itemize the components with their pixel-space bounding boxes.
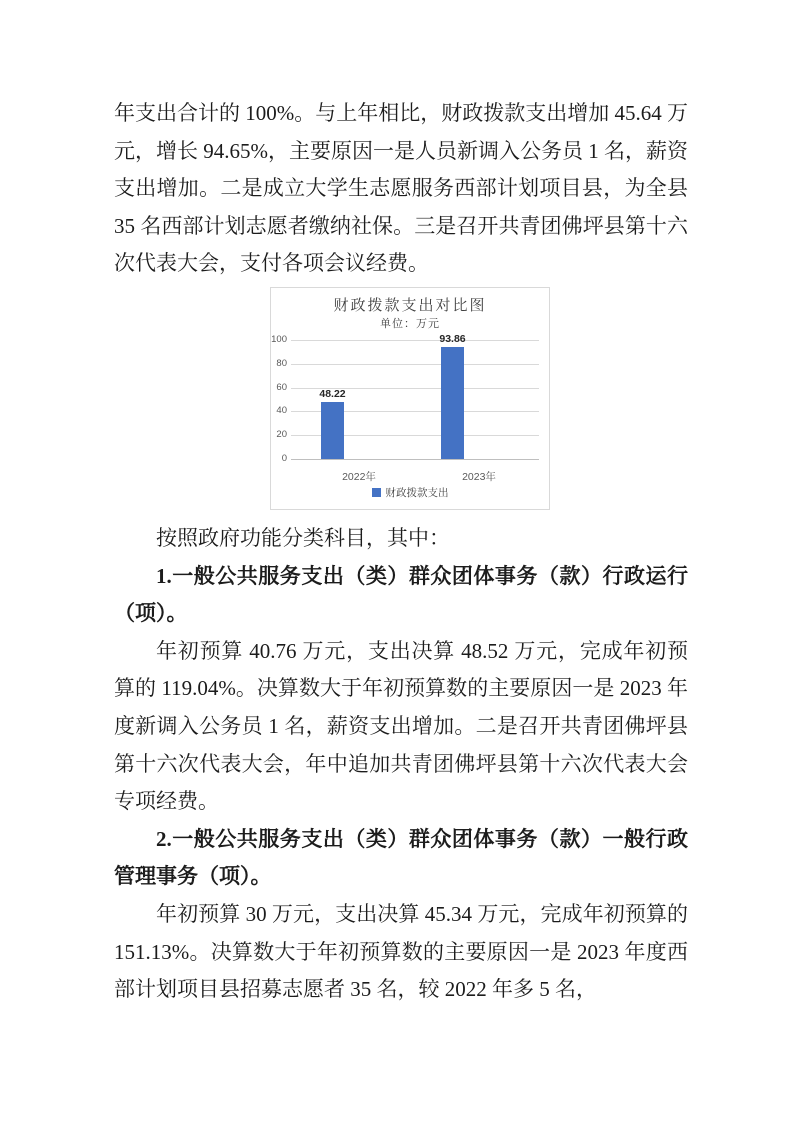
y-axis-tick-label: 80 — [276, 357, 287, 369]
chart-subtitle: 单位：万元 — [380, 317, 440, 330]
gridline — [291, 459, 539, 460]
y-axis-tick-label: 40 — [276, 405, 287, 417]
bar-data-label: 48.22 — [319, 387, 346, 400]
section-heading-1: 1.一般公共服务支出（类）群众团体事务（款）行政运行（项）。 — [114, 563, 688, 626]
y-axis-tick-label: 20 — [276, 429, 287, 441]
section-heading-2: 2.一般公共服务支出（类）群众团体事务（款）一般行政管理事务（项）。 — [114, 826, 688, 889]
paragraph-section-2-detail: 年初预算 30 万元，支出决算 45.34 万元，完成年初预算的 151.13%。决算数大于年初预算数的主要原因一是 2023 年度西部计划项目县招募志愿者 35 名，较 2022 年多 5 名， — [114, 901, 688, 1002]
legend-series-label: 财政拨款支出 — [385, 486, 449, 499]
y-axis-tick-label: 100 — [271, 333, 287, 345]
bar — [441, 347, 464, 459]
legend-swatch-icon — [372, 488, 381, 497]
bar-data-label: 93.86 — [439, 333, 466, 346]
y-axis-tick-label: 60 — [276, 381, 287, 393]
paragraph-classification-intro: 按照政府功能分类科目，其中： — [156, 525, 450, 550]
paragraph-expenditure-summary: 年支出合计的 100%。与上年相比，财政拨款支出增加 45.64 万元，增长 94.65%，主要原因一是人员新调入公务员 1 名，薪资支出增加。二是成立大学生志愿服务西部计划项目县，为全县 35 名西部计划志愿者缴纳社保。三是召开共青团佛坪县第十六次代表大会，支付各项会议经费。 — [114, 101, 688, 276]
chart-title: 财政拨款支出对比图 — [333, 296, 487, 314]
gridline — [291, 364, 539, 365]
x-axis-label: 2022年 — [342, 470, 376, 483]
bar-chart — [270, 287, 550, 510]
gridline — [291, 340, 539, 341]
x-axis-label: 2023年 — [462, 470, 496, 483]
y-axis-tick-label: 0 — [281, 452, 287, 464]
paragraph-section-1-detail: 年初预算 40.76 万元，支出决算 48.52 万元，完成年初预算的 119.04%。决算数大于年初预算数的主要原因一是 2023 年度新调入公务员 1 名，薪资支出增加。二是召开共青团佛坪县第十六次代表大会，年中追加共青团佛坪县第十六次代表大会专项经费。 — [114, 638, 688, 814]
document-body — [114, 95, 688, 1009]
bar — [321, 402, 344, 459]
chart-legend — [271, 485, 549, 500]
